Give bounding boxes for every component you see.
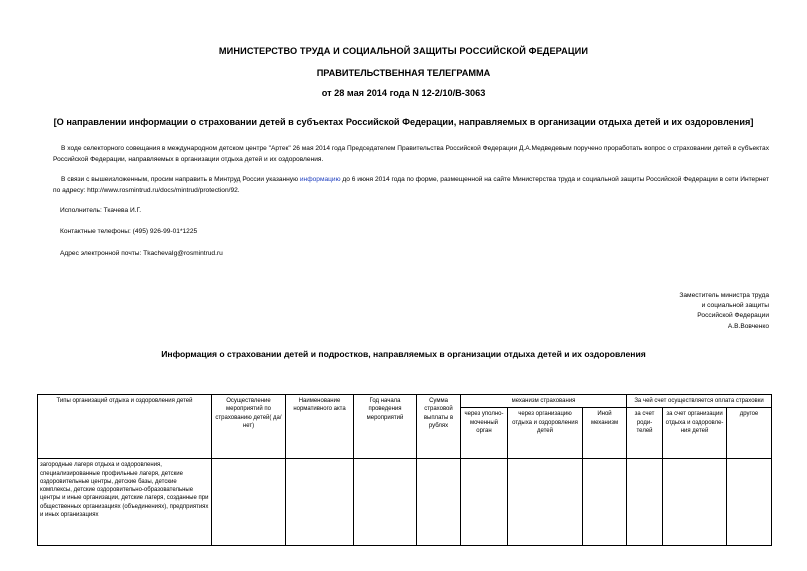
cell-pay-org[interactable] [663,459,727,546]
body-paragraph-2 [53,175,769,196]
header-mechanism-group: механизм страхования [461,395,627,408]
document-date-number: от 28 мая 2014 года N 12-2/10/В-3063 [321,88,486,98]
header-year: Год начала проведения мероприятий [354,395,417,459]
cell-mech-organ[interactable] [461,459,508,546]
header-types: Типы организаций отдыха и оздоровления детей [38,395,212,459]
cell-sum[interactable] [417,459,461,546]
signature-block [679,291,769,332]
table-row [38,459,772,546]
phones-line: Контактные телефоны: (495) 926-99-01*1225 [60,228,198,235]
header-mech-organ: через уполно-моченный орган [461,408,508,459]
cell-insurance[interactable] [212,459,286,546]
paragraph-2-text-start: В связи с вышеизложенным, просим направить в Минтруд России указанную [61,176,300,183]
insurance-info-table [37,394,772,546]
signature-line-3: Российской Федерации [697,312,769,320]
table-title: Информация о страховании детей и подростков, направляемых в организации отдыха детей и их оздоровления [161,349,646,359]
cell-mech-other[interactable] [583,459,627,546]
information-link[interactable]: информацию [299,176,341,183]
header-insurance: Осуществление мероприятий по страхованию детей( да/нет) [212,395,286,459]
signature-line-2: и социальной защиты [701,302,769,310]
body-paragraph-1 [53,144,769,165]
signature-line-1: Заместитель министра труда [679,292,769,299]
header-pay-org: за счет организации отдыха и оздоровле-ния детей [663,408,727,459]
header-payment-group: За чей счет осуществляется оплата страховки [627,395,772,408]
document-subject: [О направлении информации о страховании детей в субъектах Российской Федерации, направляемых в организации отдыха детей и их оздоровления] [53,117,754,127]
header-mech-org: через организацию отдыха и оздоровления детей [508,408,583,459]
paragraph-2-text-end: до 6 июня 2014 года по форме, размещенной на сайте Министерства труда и социальной защиты Российской Федерации в сети Интернет по адресу: http://www.rosmintrud.ru/docs/mintrud/protection/92. [53,176,769,194]
cell-type: загородные лагеря отдыха и оздоровления, специализированные профильные лагеря, детские оздоровительные центры, детские базы, детские комплексы, детские оздоровительно-образовательные центры и иные организации, детские лагеря, созданные при общественных организациях (объединениях), предприятиях и иных организациях [38,459,212,546]
email-line: Адрес электронной почты: TkachevaIg@rosmintrud.ru [60,250,223,257]
document-type: ПРАВИТЕЛЬСТВЕННАЯ ТЕЛЕГРАММА [316,68,491,78]
cell-mech-org[interactable] [508,459,583,546]
ministry-title: МИНИСТЕРСТВО ТРУДА И СОЦИАЛЬНОЙ ЗАЩИТЫ РОССИЙСКОЙ ФЕДЕРАЦИИ [218,46,589,56]
header-mech-other: Иной механизм [583,408,627,459]
signature-name: А.В.Вовченко [727,322,769,330]
cell-year[interactable] [354,459,417,546]
cell-act[interactable] [286,459,354,546]
executor-line: Исполнитель: Ткачева И.Г. [60,207,142,214]
paragraph-1-text: В ходе селекторного совещания в международном детском центре "Артек" 26 мая 2014 года Председателем Правительства Российской Федерации Д.А.Медведевым поручено проработать вопрос о страховании детей в субъектах Российской Федерации, направляемых в организации отдыха детей и их оздоровления. [53,145,769,163]
header-pay-other: другое [727,408,772,459]
header-sum: Сумма страховой выплаты в рублях [417,395,461,459]
cell-pay-other[interactable] [727,459,772,546]
cell-pay-parents[interactable] [627,459,663,546]
header-act: Наименование нормативного акта [286,395,354,459]
header-pay-parents: за счет роди-телей [627,408,663,459]
table-header-row-1 [38,395,772,408]
